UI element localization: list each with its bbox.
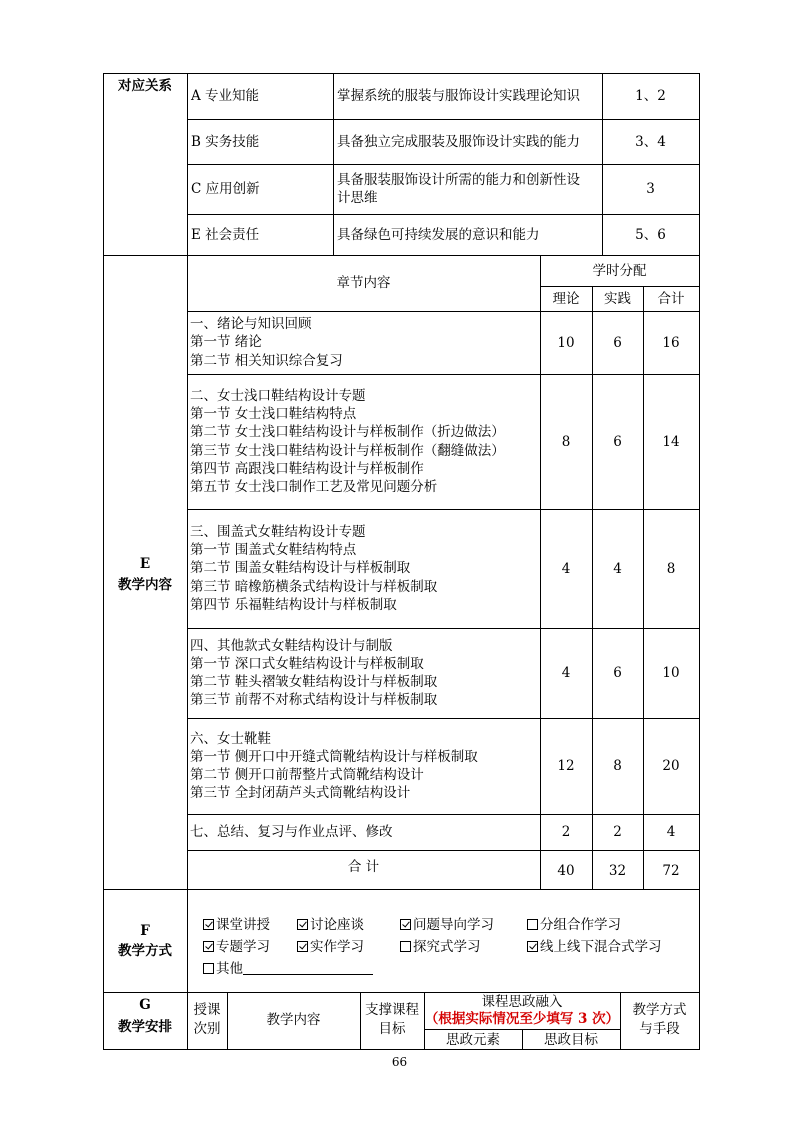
chapter-line: 第二节 围盖女鞋结构设计与样板制取 bbox=[190, 560, 411, 577]
method-option[interactable] bbox=[203, 960, 373, 978]
method-option[interactable] bbox=[203, 938, 270, 956]
unchecked-checkbox-icon[interactable] bbox=[400, 941, 411, 952]
col-ideology: 课程思政融入 bbox=[481, 994, 563, 1010]
unchecked-checkbox-icon[interactable] bbox=[203, 963, 214, 974]
schedule-label: 教学安排 bbox=[118, 1019, 172, 1035]
chapter-line: 第三节 全封闭葫芦头式筒靴结构设计 bbox=[190, 785, 411, 802]
mapping-code: B 实务技能 bbox=[191, 133, 260, 150]
table-rule bbox=[187, 374, 700, 375]
chapter-practice-hours: 6 bbox=[613, 334, 622, 351]
chapter-line: 第一节 深口式女鞋结构设计与样板制取 bbox=[190, 655, 424, 672]
content-label: 教学内容 bbox=[118, 577, 172, 593]
sum-practice: 32 bbox=[608, 863, 627, 879]
chapter-line: 第四节 乐福鞋结构设计与样板制取 bbox=[190, 596, 397, 613]
label-column-divider bbox=[187, 73, 188, 890]
mapping-description: 具备服装服饰设计所需的能力和创新性设 bbox=[337, 172, 580, 188]
chapter-line: 四、其他款式女鞋结构设计与制版 bbox=[190, 637, 393, 654]
table-rule bbox=[187, 119, 700, 120]
method-option-label: 实作学习 bbox=[310, 939, 364, 955]
chapter-theory-hours: 12 bbox=[557, 758, 575, 774]
chapter-theory-hours: 4 bbox=[561, 560, 571, 577]
method-option-label: 问题导向学习 bbox=[413, 917, 494, 933]
chapter-total-hours: 20 bbox=[662, 758, 680, 774]
chapter-line: 二、女士浅口鞋结构设计专题 bbox=[190, 387, 366, 404]
unchecked-checkbox-icon[interactable] bbox=[527, 919, 538, 930]
mapping-description: 计思维 bbox=[337, 190, 378, 206]
chapter-line: 第二节 相关知识综合复习 bbox=[190, 352, 343, 369]
table-rule bbox=[643, 286, 644, 890]
mapping-target: 5、6 bbox=[635, 226, 666, 243]
method-option[interactable] bbox=[297, 916, 364, 934]
chapter-line: 第二节 女士浅口鞋结构设计与样板制作（折边做法） bbox=[190, 424, 505, 441]
chapter-line: 三、围盖式女鞋结构设计专题 bbox=[190, 524, 366, 540]
table-top-border bbox=[103, 73, 700, 74]
col-method: 教学方式 bbox=[632, 1002, 687, 1018]
chapter-line: 第三节 女士浅口鞋结构设计与样板制作（翻缝做法） bbox=[190, 442, 505, 459]
table-rule bbox=[540, 286, 700, 287]
table-rule bbox=[187, 164, 700, 165]
methods-label-code: F bbox=[140, 923, 150, 939]
table-rule bbox=[424, 1029, 621, 1030]
table-rule bbox=[187, 509, 700, 510]
table-rule bbox=[187, 814, 700, 815]
schedule-label-code: G bbox=[139, 997, 151, 1013]
table-rule bbox=[187, 255, 700, 256]
checked-checkbox-icon[interactable] bbox=[203, 941, 214, 952]
col-ideology-goal: 思政目标 bbox=[544, 1032, 598, 1048]
chapter-theory-hours: 4 bbox=[561, 665, 571, 681]
chapter-theory-hours: 8 bbox=[561, 433, 571, 450]
chapter-total-hours: 14 bbox=[662, 433, 680, 450]
method-option-label: 专题学习 bbox=[216, 939, 270, 955]
mapping-target: 3 bbox=[646, 181, 655, 197]
checked-checkbox-icon[interactable] bbox=[527, 941, 538, 952]
chapter-total-hours: 16 bbox=[662, 334, 680, 351]
col-content: 教学内容 bbox=[266, 1012, 321, 1028]
chapter-total-hours: 10 bbox=[662, 665, 680, 681]
chapter-practice-hours: 2 bbox=[613, 824, 622, 840]
method-option[interactable] bbox=[297, 938, 364, 956]
checked-checkbox-icon[interactable] bbox=[297, 919, 308, 930]
method-option-label: 分组合作学习 bbox=[540, 917, 621, 933]
table-rule bbox=[187, 628, 700, 629]
col-support: 支撑课程 bbox=[365, 1002, 419, 1018]
chapter-line: 第五节 女士浅口制作工艺及常见问题分析 bbox=[190, 478, 438, 495]
method-option-label: 其他 bbox=[216, 961, 243, 977]
col-session: 次别 bbox=[193, 1021, 221, 1037]
method-option[interactable] bbox=[203, 916, 270, 934]
mapping-description: 具备绿色可持续发展的意识和能力 bbox=[337, 226, 540, 243]
other-blank-field[interactable] bbox=[243, 962, 373, 975]
table-rule bbox=[187, 889, 188, 993]
chapter-line: 六、女士靴鞋 bbox=[190, 730, 271, 747]
table-rule bbox=[592, 286, 593, 890]
chapter-line: 第一节 侧开口中开缝式筒靴结构设计与样板制取 bbox=[190, 748, 478, 765]
chapter-line: 第二节 侧开口前帮整片式筒靴结构设计 bbox=[190, 767, 424, 783]
table-right-border bbox=[699, 73, 700, 1050]
chapter-theory-hours: 10 bbox=[557, 334, 575, 351]
chapter-practice-hours: 8 bbox=[613, 758, 622, 774]
methods-label: 教学方式 bbox=[118, 943, 172, 959]
header-chapter: 章节内容 bbox=[336, 275, 391, 291]
chapter-line: 一、绪论与知识回顾 bbox=[190, 316, 312, 333]
mapping-description: 掌握系统的服装与服饰设计实践理论知识 bbox=[337, 88, 580, 104]
chapter-line: 第一节 女士浅口鞋结构特点 bbox=[190, 406, 357, 423]
mapping-code: A 专业知能 bbox=[191, 88, 260, 104]
table-rule bbox=[103, 889, 700, 890]
mapping-description: 具备独立完成服装及服饰设计实践的能力 bbox=[337, 133, 580, 150]
chapter-total-hours: 4 bbox=[666, 824, 676, 840]
method-option[interactable] bbox=[527, 938, 662, 956]
table-rule bbox=[187, 718, 700, 719]
chapter-line: 第三节 暗橡筋横条式结构设计与样板制取 bbox=[190, 578, 438, 595]
col-ideology-element: 思政元素 bbox=[446, 1032, 500, 1048]
table-bottom-border bbox=[103, 1049, 700, 1050]
sum-theory: 40 bbox=[557, 863, 575, 879]
header-hours: 学时分配 bbox=[592, 263, 647, 279]
mapping-target: 1、2 bbox=[635, 88, 666, 104]
chapter-line: 第一节 围盖式女鞋结构特点 bbox=[190, 542, 357, 559]
mapping-label: 对应关系 bbox=[118, 78, 172, 94]
chapter-total-hours: 8 bbox=[666, 560, 676, 577]
chapter-line: 第三节 前帮不对称式结构设计与样板制取 bbox=[190, 692, 438, 709]
col-support: 目标 bbox=[378, 1021, 406, 1037]
chapter-line: 第二节 鞋头褶皱女鞋结构设计与样板制取 bbox=[190, 674, 438, 690]
chapter-practice-hours: 6 bbox=[613, 433, 622, 450]
header-practice: 实践 bbox=[604, 291, 631, 307]
header-theory: 理论 bbox=[552, 291, 580, 307]
chapter-practice-hours: 6 bbox=[613, 665, 622, 681]
table-rule bbox=[103, 255, 188, 256]
checked-checkbox-icon[interactable] bbox=[400, 919, 411, 930]
checked-checkbox-icon[interactable] bbox=[297, 941, 308, 952]
method-option-label: 探究式学习 bbox=[413, 939, 481, 955]
chapter-theory-hours: 2 bbox=[561, 824, 571, 840]
table-rule bbox=[187, 214, 700, 215]
col-ideology-note: （根据实际情况至少填写 3 次） bbox=[424, 1011, 620, 1027]
method-option-label: 线上线下混合式学习 bbox=[540, 939, 662, 955]
method-option-label: 讨论座谈 bbox=[310, 917, 364, 933]
table-rule bbox=[187, 311, 700, 312]
chapter-line: 第一节 绪论 bbox=[190, 334, 262, 351]
method-option[interactable] bbox=[400, 938, 481, 956]
page-number: 66 bbox=[391, 1055, 408, 1069]
method-option[interactable] bbox=[527, 916, 621, 934]
table-rule bbox=[187, 850, 700, 851]
mapping-target: 3、4 bbox=[635, 133, 666, 150]
sum-total: 72 bbox=[662, 863, 680, 879]
col-session: 授课 bbox=[193, 1002, 221, 1018]
mapping-code: C 应用创新 bbox=[191, 181, 260, 197]
checked-checkbox-icon[interactable] bbox=[203, 919, 214, 930]
chapter-practice-hours: 4 bbox=[613, 560, 622, 577]
col-method: 与手段 bbox=[639, 1021, 680, 1037]
chapter-line: 七、总结、复习与作业点评、修改 bbox=[190, 823, 393, 840]
sum-label: 合 计 bbox=[347, 859, 380, 875]
method-option-label: 课堂讲授 bbox=[216, 917, 270, 933]
method-option[interactable] bbox=[400, 916, 494, 934]
header-total: 合计 bbox=[657, 291, 685, 307]
mapping-code: E 社会责任 bbox=[191, 226, 260, 243]
content-label-code: E bbox=[139, 556, 151, 572]
chapter-line: 第四节 高跟浅口鞋结构设计与样板制作 bbox=[190, 460, 424, 477]
